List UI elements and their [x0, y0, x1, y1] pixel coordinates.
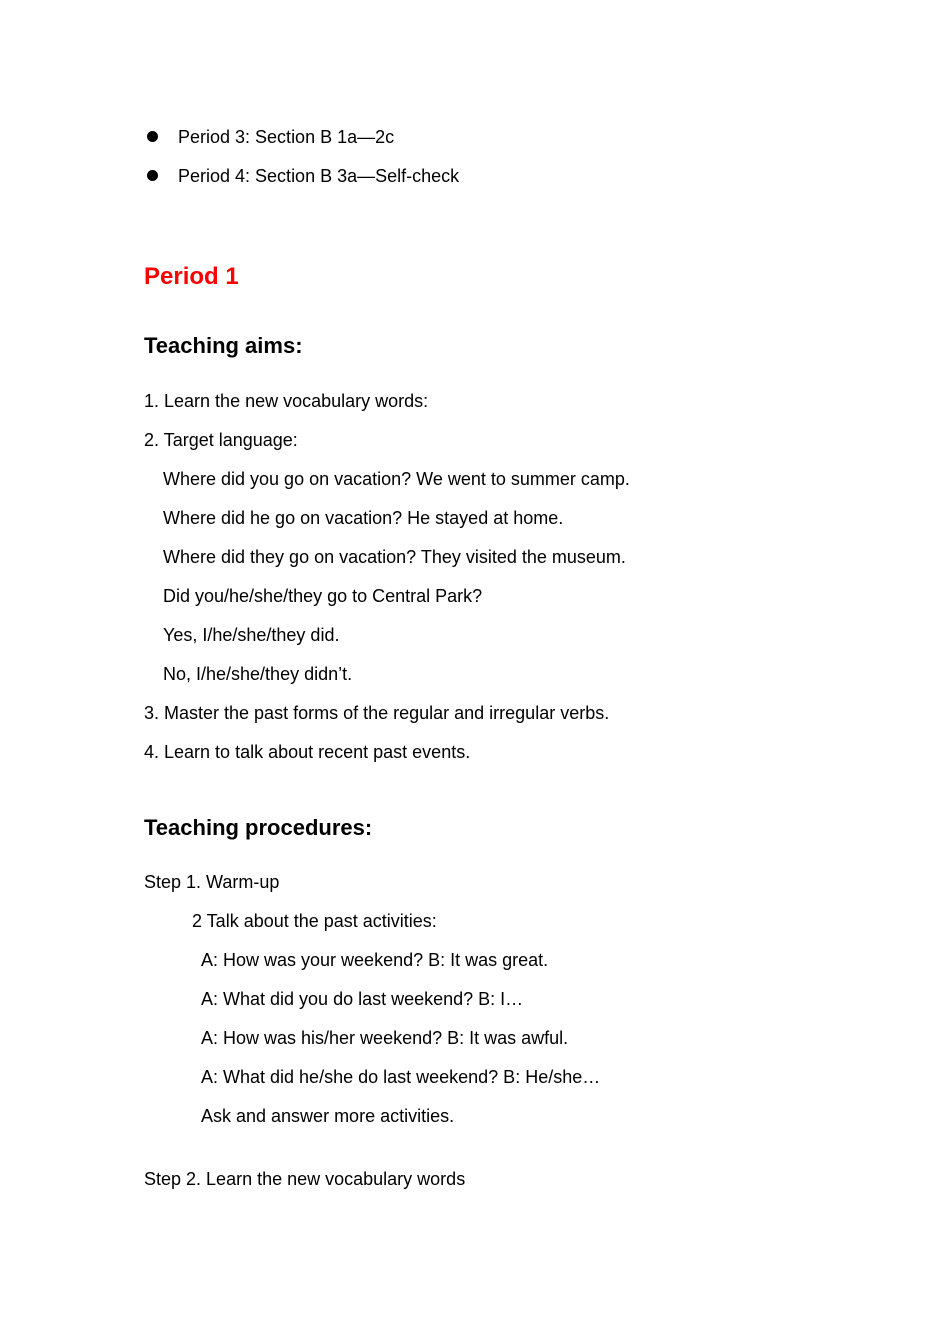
target-language-line: Did you/he/she/they go to Central Park?	[163, 586, 483, 606]
bullet-icon	[147, 131, 158, 142]
target-language-line: Where did they go on vacation? They visited the museum.	[163, 547, 626, 567]
dialogue-line: A: What did you do last weekend? B: I…	[201, 989, 524, 1009]
target-language-line: Where did you go on vacation? We went to summer camp.	[163, 469, 630, 489]
aim-item: 4. Learn to talk about recent past events.	[144, 742, 471, 762]
step-subtitle: 2 Talk about the past activities:	[192, 911, 437, 931]
target-language-line: No, I/he/she/they didn’t.	[163, 664, 353, 684]
dialogue-line: A: What did he/she do last weekend? B: He/she…	[201, 1067, 601, 1087]
step-title: Step 1. Warm-up	[144, 872, 280, 892]
dialogue-line: Ask and answer more activities.	[201, 1106, 455, 1126]
teaching-procedures-heading: Teaching procedures:	[144, 815, 373, 840]
target-language-line: Where did he go on vacation? He stayed at home.	[163, 508, 564, 528]
step-title: Step 2. Learn the new vocabulary words	[144, 1169, 466, 1189]
target-language-line: Yes, I/he/she/they did.	[163, 625, 340, 645]
period-title: Period 1	[144, 263, 239, 290]
dialogue-line: A: How was your weekend? B: It was great.	[201, 950, 549, 970]
list-item-text: Period 4: Section B 3a—Self-check	[178, 166, 460, 186]
aim-item: 3. Master the past forms of the regular and irregular verbs.	[144, 703, 610, 723]
list-item-text: Period 3: Section B 1a—2c	[178, 127, 395, 147]
bullet-icon	[147, 170, 158, 181]
teaching-aims-heading: Teaching aims:	[144, 333, 303, 358]
aim-item: 2. Target language:	[144, 430, 298, 450]
dialogue-line: A: How was his/her weekend? B: It was awful.	[201, 1028, 569, 1048]
aim-item: 1. Learn the new vocabulary words:	[144, 391, 429, 411]
